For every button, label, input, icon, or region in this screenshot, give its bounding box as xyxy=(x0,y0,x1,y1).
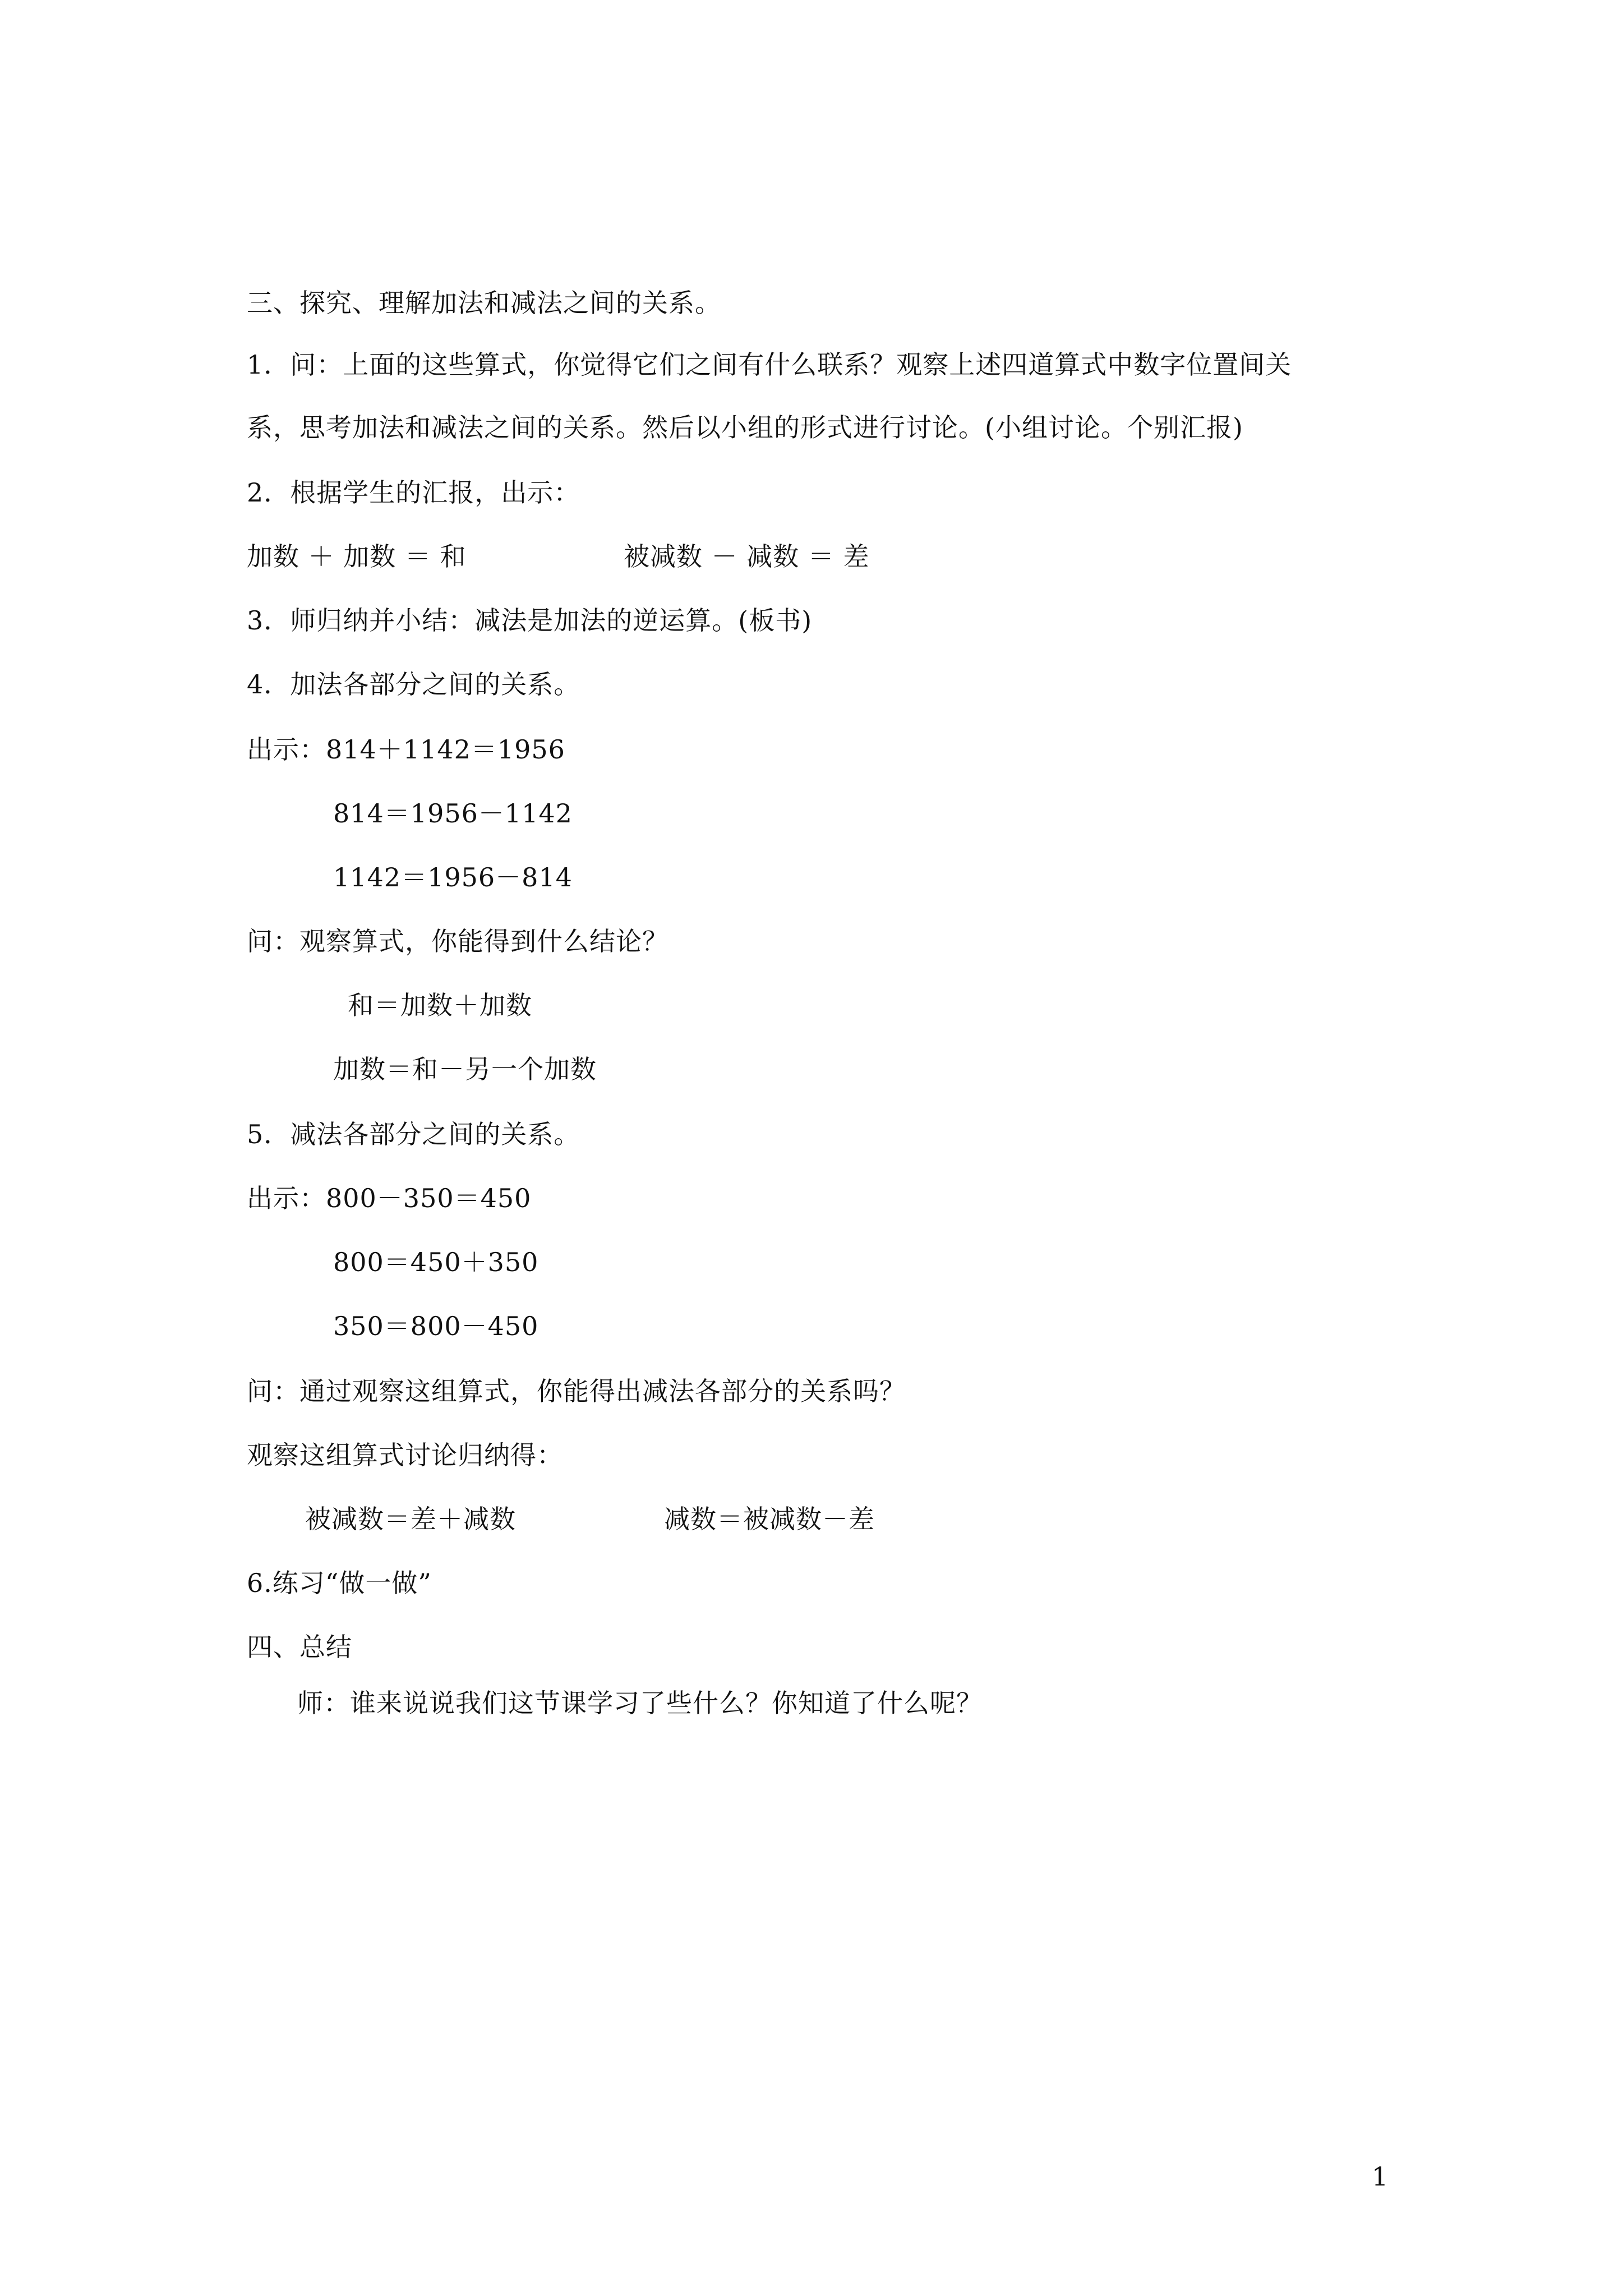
subtraction-example-one: 出示：800－350＝450 xyxy=(247,1183,532,1213)
section-three-title: 三、探究、理解加法和减法之间的关系。 xyxy=(247,288,721,318)
item-three: 3．师归纳并小结：减法是加法的逆运算。(板书) xyxy=(247,605,813,636)
item-five: 5．减法各部分之间的关系。 xyxy=(247,1119,580,1149)
item-one-line-one: 1．问：上面的这些算式，你觉得它们之间有什么联系？观察上述四道算式中数字位置间关 xyxy=(247,349,1292,380)
subtraction-formula: 被减数 － 减数 ＝ 差 xyxy=(624,541,870,572)
teacher-summary: 师：谁来说说我们这节课学习了些什么？你知道了什么呢？ xyxy=(297,1688,983,1718)
addition-conclusion-two: 加数＝和－另一个加数 xyxy=(333,1054,597,1084)
item-four: 4．加法各部分之间的关系。 xyxy=(247,669,580,700)
subtraction-question: 问：通过观察这组算式，你能得出减法各部分的关系吗？ xyxy=(247,1376,906,1406)
addition-question: 问：观察算式，你能得到什么结论？ xyxy=(247,926,668,956)
subtraction-conclusion-two: 减数＝被减数－差 xyxy=(664,1504,875,1534)
addition-conclusion-one: 和＝加数＋加数 xyxy=(348,990,532,1020)
item-six: 6.练习“做一做” xyxy=(247,1568,432,1598)
section-four-title: 四、总结 xyxy=(247,1632,352,1662)
addition-example-one: 出示：814＋1142＝1956 xyxy=(247,734,565,765)
addition-example-two: 814＝1956－1142 xyxy=(333,798,573,829)
item-one-line-two: 系，思考加法和减法之间的关系。然后以小组的形式进行讨论。(小组讨论。个别汇报) xyxy=(247,412,1243,443)
page-number: 1 xyxy=(1372,2161,1389,2192)
item-two: 2．根据学生的汇报，出示： xyxy=(247,477,580,508)
subtraction-conclusion-one: 被减数＝差＋减数 xyxy=(305,1504,516,1534)
addition-example-three: 1142＝1956－814 xyxy=(333,862,573,892)
subtraction-example-two: 800＝450＋350 xyxy=(333,1247,539,1277)
subtraction-example-three: 350＝800－450 xyxy=(333,1311,539,1341)
subtraction-observation: 观察这组算式讨论归纳得： xyxy=(247,1440,563,1470)
addition-formula: 加数 ＋ 加数 ＝ 和 xyxy=(247,541,467,572)
